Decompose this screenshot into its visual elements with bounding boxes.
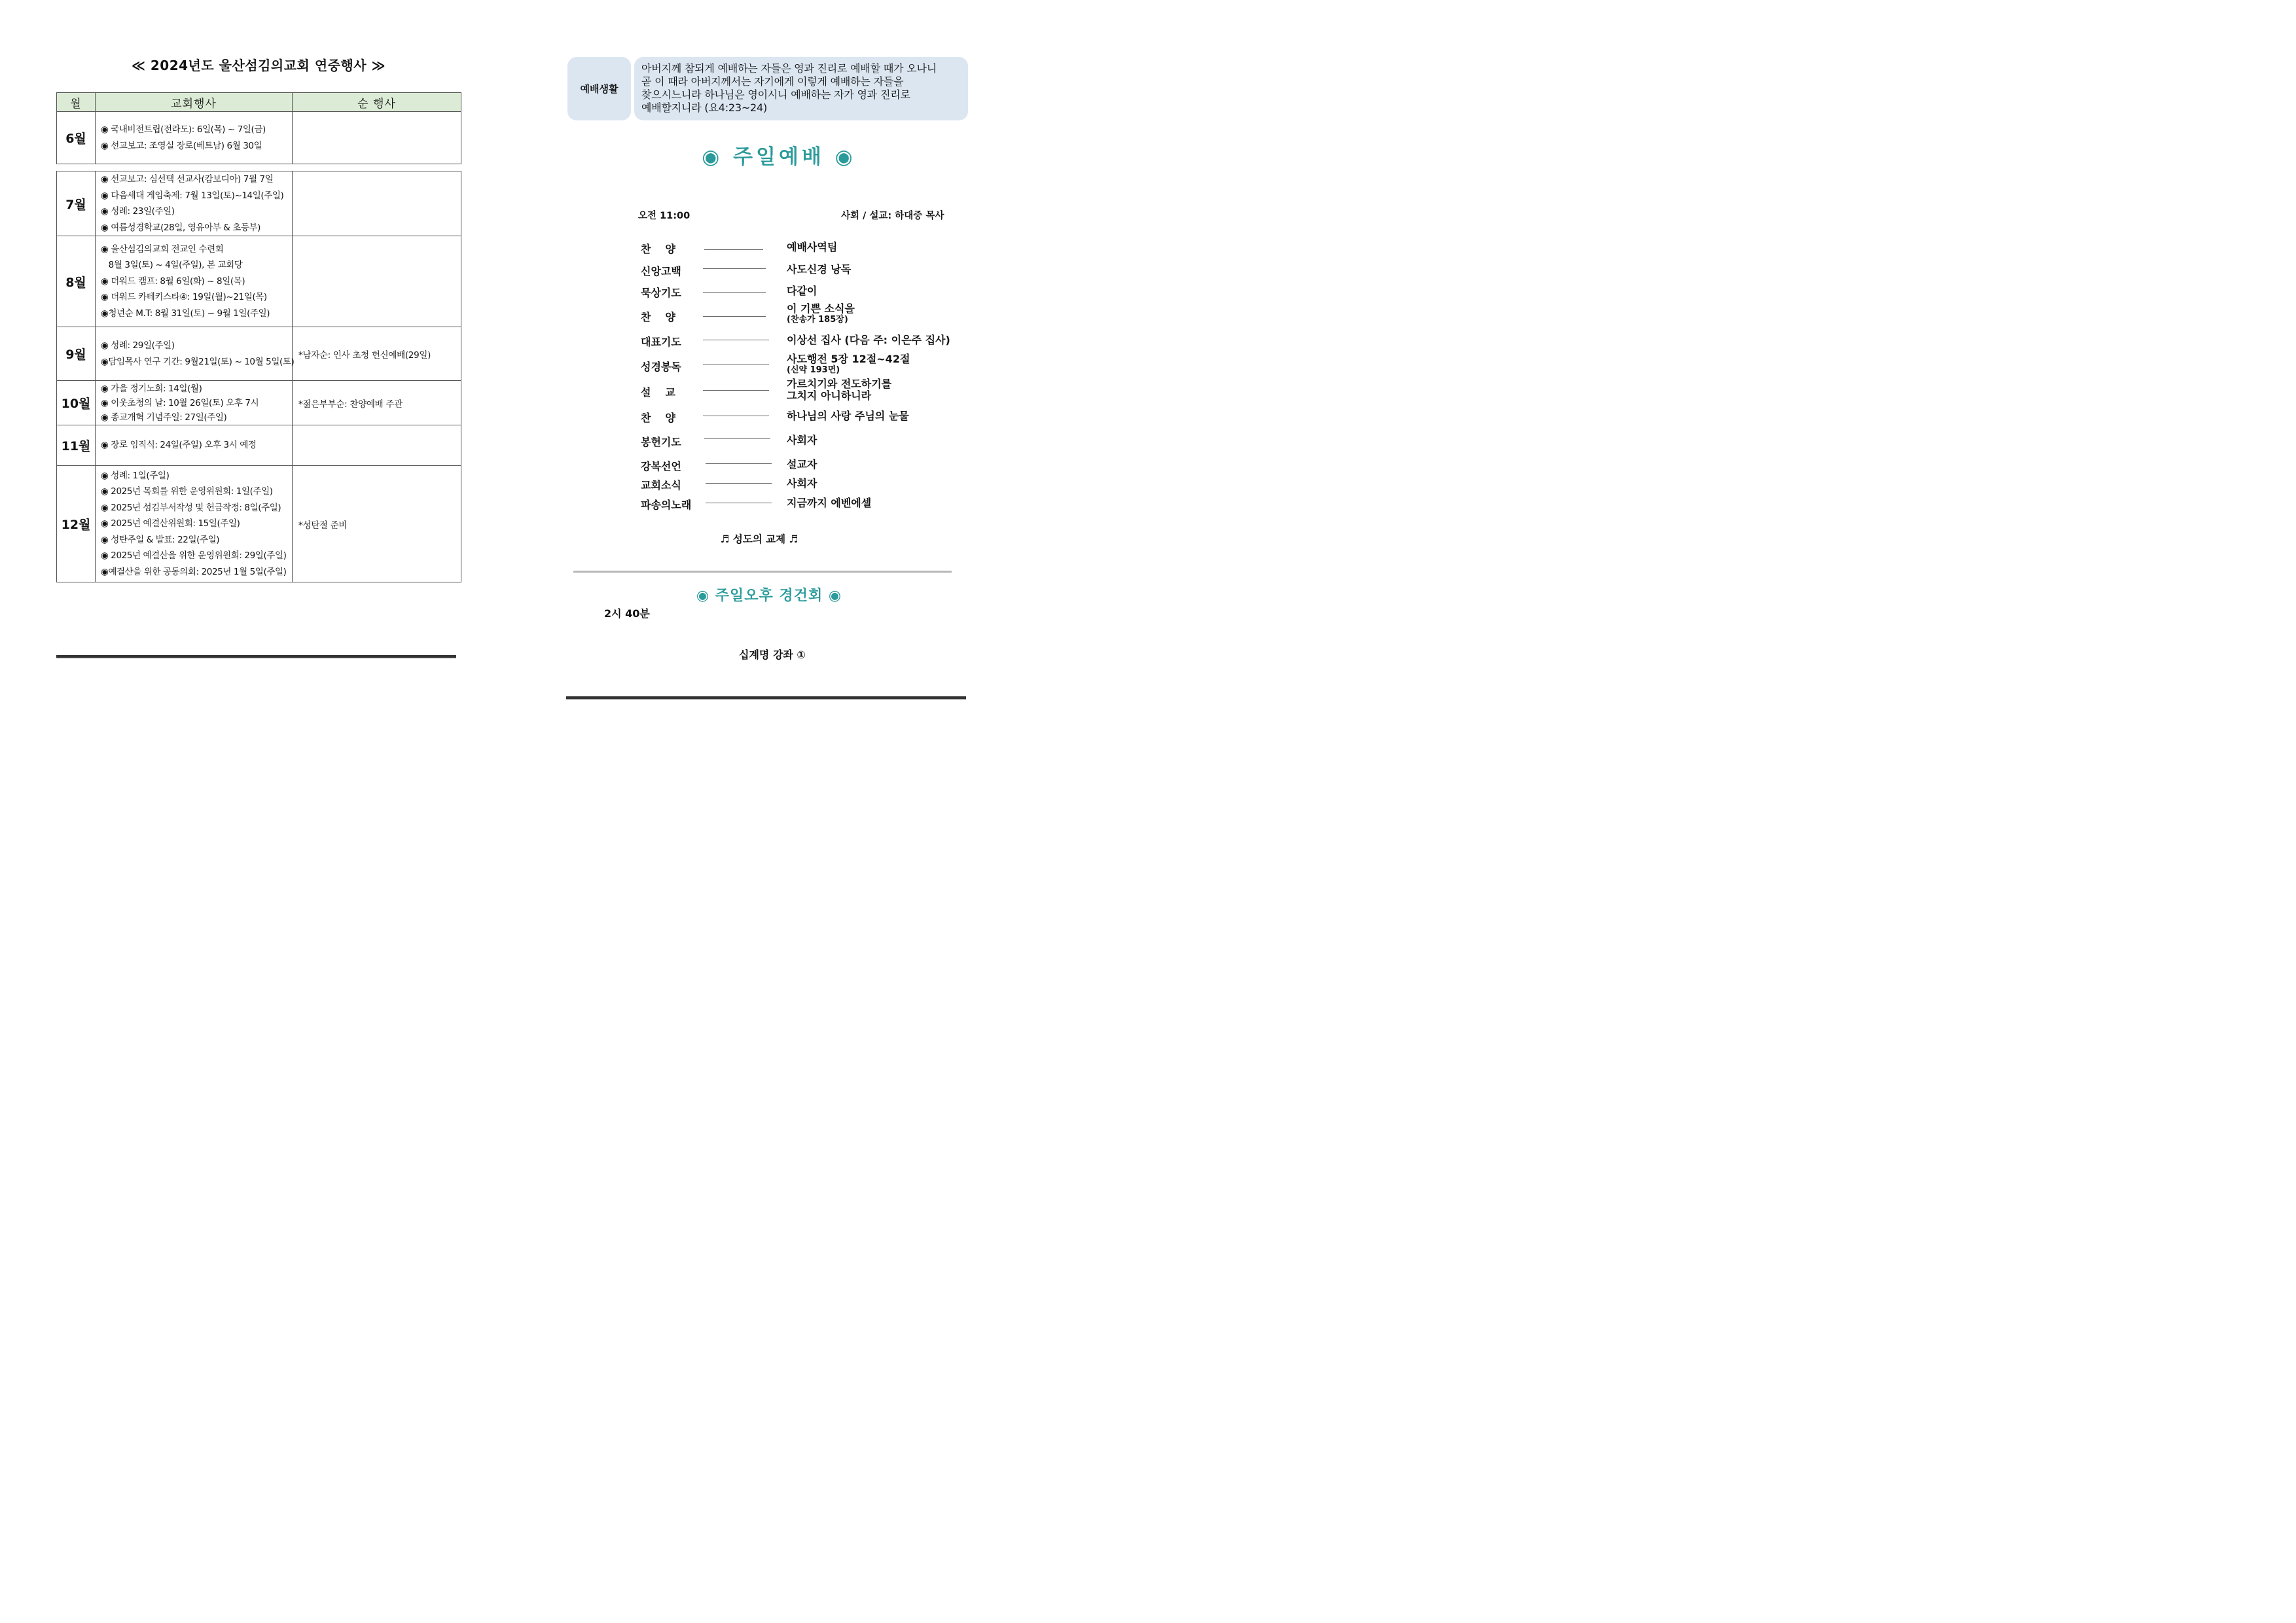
church-events-cell	[96, 327, 293, 381]
group-events-cell: *젊은부부순: 찬양예배 주관	[293, 381, 461, 425]
order-label: 신앙고백	[641, 265, 681, 277]
order-value-sub: 그치지 아니하니라	[787, 389, 872, 402]
order-value	[787, 353, 910, 375]
event-item: ◉ 2025년 목회를 위한 운영위원회: 1일(주일)	[101, 486, 273, 497]
month-label: 8월	[57, 236, 96, 327]
order-value-sub: (찬송가 185장)	[787, 315, 848, 325]
order-value	[787, 303, 855, 325]
fellowship-note: ♬ 성도의 교제 ♬	[720, 533, 798, 545]
header-month: 월	[57, 93, 96, 112]
table-row	[57, 381, 461, 425]
order-label: 설교	[641, 386, 690, 399]
church-events-cell	[96, 466, 293, 582]
event-item: 8월 3일(토) ~ 4일(주일), 본 교회당	[101, 260, 243, 271]
month-label: 6월	[57, 112, 96, 164]
event-item: ◉ 성례: 23일(주일)	[101, 206, 175, 217]
page-title: ≪ 2024년도 울산섬김의교회 연중행사 ≫	[131, 58, 386, 73]
leader-line	[703, 292, 766, 293]
order-value-sub: (신약 193면)	[787, 365, 840, 375]
church-events-cell	[96, 236, 293, 327]
order-label: 찬양	[641, 311, 690, 323]
order-value: 다같이	[787, 285, 817, 297]
church-events-cell	[96, 171, 293, 236]
service-time: 오전 11:00	[638, 211, 691, 221]
group-events-cell: *성탄절 준비	[293, 466, 461, 582]
event-item: ◉ 다음세대 게임축제: 7월 13일(토)~14일(주일)	[101, 190, 284, 201]
verse-line: 예배할지니라 (요4:23~24)	[641, 101, 768, 114]
event-item: ◉ 가을 정기노회: 14일(월)	[101, 383, 202, 394]
group-events-cell	[293, 236, 461, 327]
event-item: ◉ 성탄주일 & 발표: 22일(주일)	[101, 534, 220, 545]
afternoon-service-time: 2시 40분	[604, 607, 650, 620]
order-label: 교회소식	[641, 479, 681, 491]
order-value: 사도신경 낭독	[787, 263, 852, 276]
scripture-verse-box	[634, 57, 968, 120]
order-value: 사회자	[787, 434, 817, 446]
order-value-main: 이 기쁜 소식을	[787, 302, 855, 315]
order-label: 파송의노래	[641, 499, 692, 511]
event-item: ◉ 더워드 캠프: 8월 6일(화) ~ 8일(목)	[101, 276, 245, 287]
order-value: 하나님의 사랑 주님의 눈물	[787, 410, 909, 422]
table-row	[57, 171, 461, 236]
leader-line	[703, 390, 769, 391]
afternoon-service-title: ◉ 주일오후 경건회 ◉	[696, 588, 842, 604]
event-item: ◉ 울산섬김의교회 전교인 수련회	[101, 243, 224, 255]
event-item: ◉ 성례: 29일(주일)	[101, 340, 175, 351]
event-item: ◉담임목사 연구 기간: 9월21일(토) ~ 10월 5일(토)	[101, 356, 295, 367]
group-events-cell	[293, 171, 461, 236]
worship-life-label: 예배생활	[567, 57, 631, 120]
table-row	[57, 425, 461, 466]
leader-line	[703, 268, 766, 269]
event-item: ◉ 종교개혁 기념주일: 27일(주일)	[101, 412, 227, 423]
month-label: 9월	[57, 327, 96, 381]
church-events-cell	[96, 112, 293, 164]
event-item: ◉청년순 M.T: 8월 31일(토) ~ 9월 1일(주일)	[101, 308, 270, 319]
verse-line: 곧 이 때라 아버지께서는 자기에게 이렇게 예배하는 자들을	[641, 75, 904, 88]
event-item: ◉ 더워드 카테키스타④: 19일(월)~21일(목)	[101, 292, 267, 303]
order-value: 예배사역팀	[787, 241, 838, 253]
event-item: ◉ 성례: 1일(주일)	[101, 470, 170, 481]
event-item: ◉ 장로 임직식: 24일(주일) 오후 3시 예정	[101, 440, 257, 451]
afternoon-lecture: 십계명 강좌 ①	[739, 649, 806, 661]
table-header-row	[57, 93, 461, 112]
order-label: 찬양	[641, 412, 690, 424]
table-row	[57, 236, 461, 327]
order-label: 강복선언	[641, 460, 681, 473]
order-label: 봉헌기도	[641, 436, 681, 448]
church-events-cell	[96, 425, 293, 466]
bottom-divider	[566, 696, 966, 700]
order-value: 이상선 집사 (다음 주: 이은주 집사)	[787, 334, 950, 346]
event-item: ◉ 2025년 예결산을 위한 운영위원회: 29일(주일)	[101, 550, 287, 562]
group-events-cell	[293, 425, 461, 466]
section-divider	[573, 571, 952, 573]
month-label: 12월	[57, 466, 96, 582]
event-item: ◉ 2025년 섬김부서작성 및 헌금작정: 8일(주일)	[101, 502, 281, 513]
month-label: 7월	[57, 171, 96, 236]
order-value: 사회자	[787, 477, 817, 490]
order-value	[787, 378, 891, 402]
order-value-main: 사도행전 5장 12절~42절	[787, 353, 910, 365]
event-item: ◉ 이웃초청의 날: 10월 26일(토) 오후 7시	[101, 397, 259, 408]
group-events-cell	[293, 112, 461, 164]
leader-line	[704, 438, 770, 439]
leader-line	[706, 483, 772, 484]
event-item: ◉ 국내비전트립(전라도): 6일(목) ~ 7일(금)	[101, 124, 266, 135]
order-label: 묵상기도	[641, 287, 681, 299]
events-table-top	[56, 92, 461, 164]
order-value: 지금까지 에벤에셀	[787, 497, 872, 509]
month-label: 11월	[57, 425, 96, 466]
verse-line: 아버지께 참되게 예배하는 자들은 영과 진리로 예배할 때가 오나니	[641, 62, 937, 75]
table-row	[57, 112, 461, 164]
event-item: ◉예결산을 위한 공동의회: 2025년 1월 5일(주일)	[101, 566, 287, 577]
table-row	[57, 466, 461, 582]
group-events-cell: *남자순: 인사 초청 헌신예배(29일)	[293, 327, 461, 381]
leader-line	[704, 249, 763, 250]
events-table-main	[56, 171, 461, 582]
month-label: 10월	[57, 381, 96, 425]
leader-line	[703, 316, 766, 317]
leader-line	[706, 463, 772, 464]
order-label: 대표기도	[641, 336, 681, 348]
church-events-cell	[96, 381, 293, 425]
event-item: ◉ 여름성경학교(28일, 영유아부 & 초등부)	[101, 222, 261, 233]
order-value: 설교자	[787, 458, 817, 471]
order-label: 성경봉독	[641, 361, 681, 373]
event-item: ◉ 선교보고: 조영실 장로(베트남) 6월 30일	[101, 140, 262, 151]
bottom-divider	[56, 655, 456, 658]
service-leader: 사회 / 설교: 하대중 목사	[841, 211, 944, 221]
table-row	[57, 327, 461, 381]
verse-line: 찾으시느니라 하나님은 영이시니 예배하는 자가 영과 진리로	[641, 88, 910, 101]
header-church-events: 교회행사	[96, 93, 293, 112]
order-value-main: 가르치기와 전도하기를	[787, 378, 892, 390]
sunday-service-title: ◉ 주일예배 ◉	[702, 145, 856, 169]
order-label: 찬양	[641, 243, 690, 255]
event-item: ◉ 선교보고: 심선택 선교사(캄보디아) 7월 7일	[101, 174, 274, 185]
header-group-events: 순 행사	[293, 93, 461, 112]
event-item: ◉ 2025년 예결산위원회: 15일(주일)	[101, 518, 240, 529]
